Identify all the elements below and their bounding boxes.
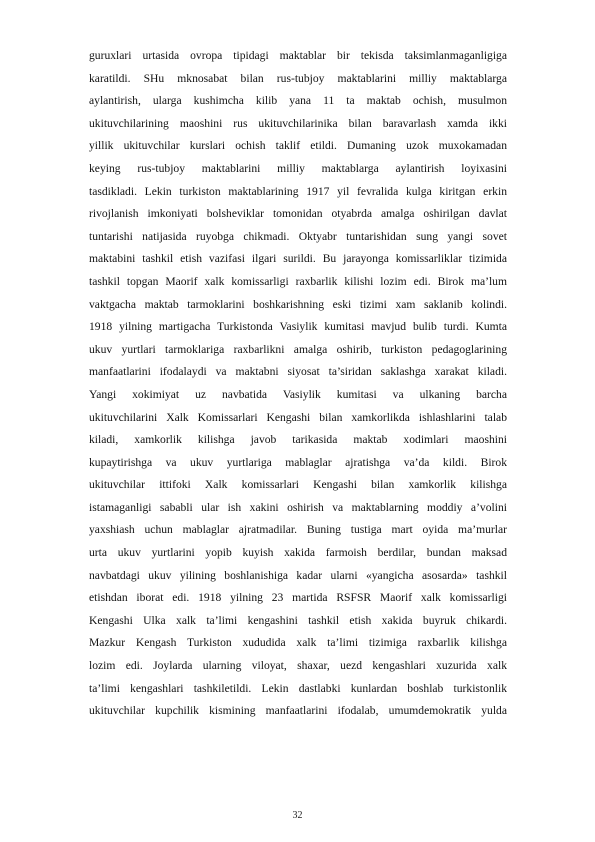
text-line: etishdan iborat edi. 1918 yilning 23 martida RSFSR Maorif xalk komissarligi xyxy=(89,591,507,605)
text-line: kiladi, xamkorlik kilishga javob tarikasida maktab xodimlari maoshini xyxy=(89,433,507,447)
text-line: ukituvchilar ittifoki Xalk komissarlari Kengashi bilan xamkorlik kilishga xyxy=(89,478,507,492)
text-line: aylantirish, ularga kushimcha kilib yana 11 ta maktab ochish, musulmon xyxy=(89,94,507,108)
text-line: vaktgacha maktab tarmoklarini boshkarishning eski tizimi xam saklanib kolindi. xyxy=(89,297,507,311)
text-line: manfaatlarini ifodalaydi va maktabni siyosat ta’siridan saklashga xarakat kiladi. xyxy=(89,365,507,379)
text-line: ukuv yurtlari tarmoklariga raxbarlikni amalga oshirib, turkiston pedagoglarining xyxy=(89,342,507,356)
text-line: kupaytirishga va ukuv yurtlariga mablaglar ajratishga va’da kildi. Birok xyxy=(89,455,507,469)
body-text xyxy=(89,45,507,723)
text-line: ta’limi kengashlari tashkiletildi. Lekin dastlabki kunlardan boshlab turkistonlik xyxy=(89,681,507,695)
text-line: rivojlanish imkoniyati bolsheviklar tomonidan otyabrda amalga oshirilgan davlat xyxy=(89,207,507,221)
text-line: guruxlari urtasida ovropa tipidagi maktablar bir tekisda taksimlanmaganligiga xyxy=(89,49,507,62)
text-line: tasdikladi. Lekin turkiston maktablarining 1917 yil fevralida kulga kiritgan erkin xyxy=(89,184,507,198)
text-line: Mazkur Kengash Turkiston xududida xalk ta’limi tizimiga raxbarlik kilishga xyxy=(89,636,507,650)
text-line: yillik ukituvchilar kurslari ochish taklif etildi. Dumaning uzok muxokamadan xyxy=(89,139,507,153)
text-line: karatildi. SHu mknosabat bilan rus-tubjoy maktablarini milliy maktablarga xyxy=(89,71,507,85)
text-line: Yangi xokimiyat uz navbatida Vasiylik kumitasi va ulkaning barcha xyxy=(89,387,507,401)
text-line: keying rus-tubjoy maktablarini milliy maktablarga aylantirish loyixasini xyxy=(89,161,507,175)
text-line: tuntarishi natijasida ruyobga chikmadi. Oktyabr tuntarishidan sung yangi sovet xyxy=(89,229,507,243)
text-line: ukituvchilarini Xalk Komissarlari Kengashi bilan xamkorlikda ishlashlarini talab xyxy=(89,410,507,424)
text-line: istamaganligi sababli ular ish xakini oshirish va maktablarning moddiy a’volini xyxy=(89,500,507,514)
text-line: 1918 yilning martigacha Turkistonda Vasiylik kumitasi mavjud bulib turdi. Kumta xyxy=(89,320,507,334)
text-line: lozim edi. Joylarda ularning viloyat, shaxar, uezd kengashlari xuzurida xalk xyxy=(89,659,507,673)
text-line: ukituvchilar kupchilik kismining manfaatlarini ifodalab, umumdemokratik yulda xyxy=(89,704,507,718)
text-line: urta ukuv yurtlarini yopib kuyish xakida farmoish berdilar, bundan maksad xyxy=(89,546,507,560)
text-line: yaxshiash uchun mablaglar ajratmadilar. Buning tustiga mart oyida ma’murlar xyxy=(89,523,507,537)
page-number: 32 xyxy=(292,810,303,821)
text-line: Kengashi Ulka xalk ta’limi kengashini tashkil etish xakida buyruk chikardi. xyxy=(89,613,507,627)
text-line: maktabini tashkil etish vazifasi ilgari surildi. Bu jarayonga komissarliklar tizimida xyxy=(89,252,507,266)
text-line: tashkil topgan Maorif xalk komissarligi raxbarlik kilishi lozim edi. Birok ma’lum xyxy=(89,274,507,288)
text-line: navbatdagi ukuv yilining boshlanishiga kadar ularni «yangicha asosarda» tashkil xyxy=(89,568,507,582)
text-line: ukituvchilarining maoshini rus ukituvchilarinika bilan baravarlash xamda ikki xyxy=(89,116,507,130)
